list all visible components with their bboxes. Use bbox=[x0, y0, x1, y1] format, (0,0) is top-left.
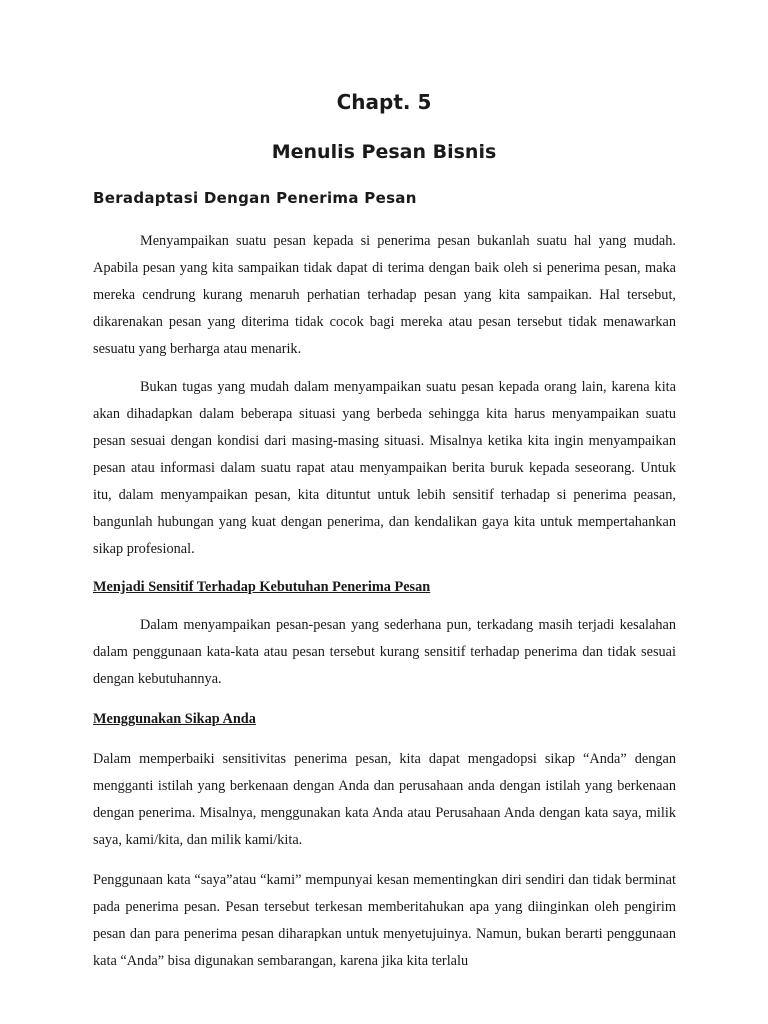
paragraph-3: Dalam menyampaikan pesan-pesan yang sederhana pun, terkadang masih terjadi kesalahan dalam penggunaan kata-kata atau pesan tersebut kurang sensitif terhadap penerima dan tidak sesuai dengan kebutuhannya. bbox=[93, 617, 676, 687]
chapter-number: Chapt. 5 bbox=[336, 90, 432, 114]
chapter-title: Menulis Pesan Bisnis bbox=[271, 141, 497, 163]
body-text bbox=[93, 228, 676, 975]
paragraph-1: Menyampaikan suatu pesan kepada si penerima pesan bukanlah suatu hal yang mudah. Apabila pesan yang kita sampaikan tidak dapat di terima dengan baik oleh si penerima pesan, maka mereka cendrung kurang menaruh perhatian terhadap pesan yang kita sampaikan. Hal tersebut, dikarenakan pesan yang diterima tidak cocok bagi mereka atau pesan tersebut tidak menawarkan sesuatu yang berharga atau menarik. bbox=[93, 233, 676, 357]
section-heading-sikap-anda: Menggunakan Sikap Anda bbox=[93, 711, 256, 727]
paragraph-4: Dalam memperbaiki sensitivitas penerima pesan, kita dapat mengadopsi sikap “Anda” dengan mengganti istilah yang berkenaan dengan Anda dan perusahaan anda dengan istilah yang berkenaan dengan penerima. Misalnya, menggunakan kata Anda atau Perusahaan Anda dengan kata saya, milik saya, kami/kita, dan milik kami/kita. bbox=[93, 751, 676, 848]
section-heading-sensitif: Menjadi Sensitif Terhadap Kebutuhan Penerima Pesan bbox=[93, 579, 431, 595]
paragraph-2: Bukan tugas yang mudah dalam menyampaikan suatu pesan kepada orang lain, karena kita akan dihadapkan dalam beberapa situasi yang berbeda sehingga kita harus menyampaikan suatu pesan sesuai dengan kondisi dari masing-masing situasi. Misalnya ketika kita ingin menyampaikan pesan atau informasi dalam suatu rapat atau menyampaikan berita buruk kepada seseorang. Untuk itu, dalam menyampaikan pesan, kita dituntut untuk lebih sensitif terhadap si penerima peasan, bangunlah hubungan yang kuat dengan penerima, dan kendalikan gaya kita untuk mempertahankan sikap profesional. bbox=[93, 379, 676, 557]
section-subheading: Beradaptasi Dengan Penerima Pesan bbox=[93, 189, 417, 207]
paragraph-5: Penggunaan kata “saya”atau “kami” mempunyai kesan mementingkan diri sendiri dan tidak berminat pada penerima pesan. Pesan tersebut terkesan memberitahukan apa yang diinginkan oleh pengirim pesan dan para penerima pesan diharapkan untuk menyetujuinya. Namun, bukan berarti penggunaan kata “Anda” bisa digunakan sembarangan, karena jika kita terlalu bbox=[93, 872, 676, 969]
